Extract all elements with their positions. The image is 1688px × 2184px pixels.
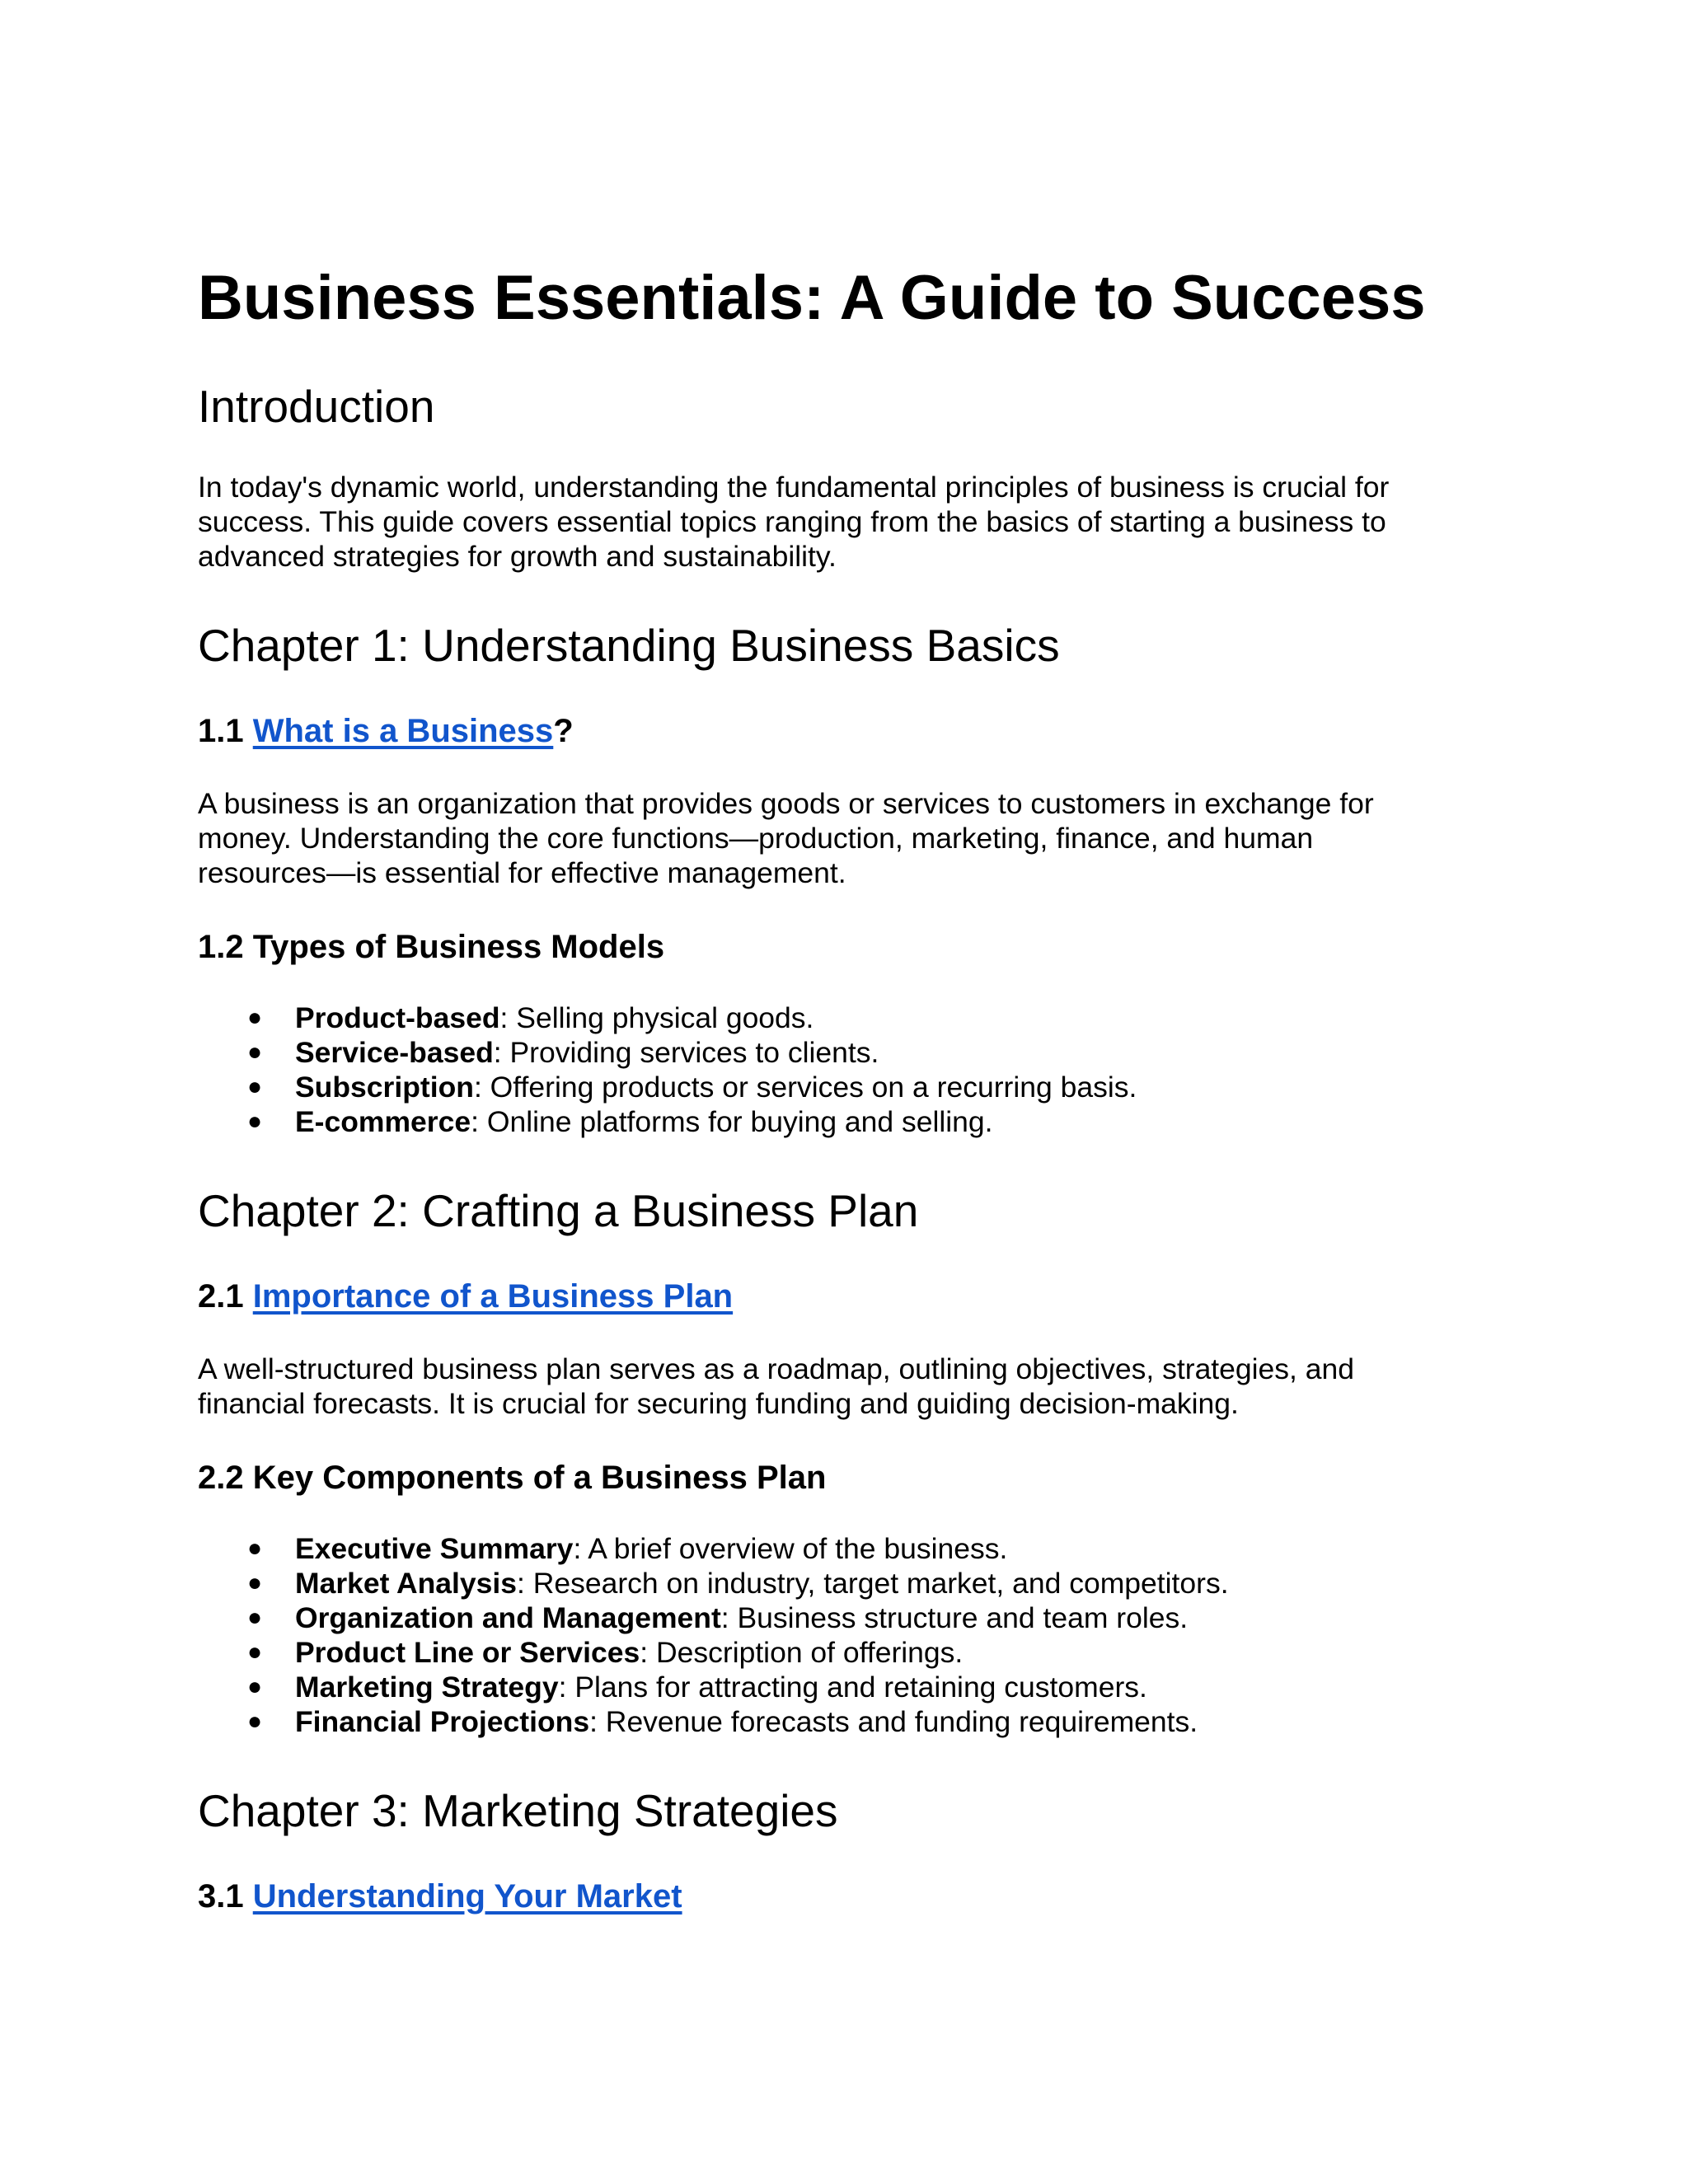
bullet-icon: ● [247, 1073, 263, 1100]
what-is-a-business-link[interactable]: What is a Business [252, 713, 554, 749]
intro-line-1: In today's dynamic world, understanding the fundamental principles of business is crucial for [198, 471, 1390, 504]
list-item: ● Market Analysis: Research on industry, target market, and competitors. [247, 1567, 1229, 1600]
section-1-1-suffix: ? [553, 713, 574, 749]
list-item: ● Product Line or Services: Description of offerings. [247, 1636, 964, 1669]
section-1-1-paragraph [198, 786, 1492, 890]
section-3-1-number: 3.1 [198, 1878, 244, 1915]
bullet-icon: ● [247, 1108, 263, 1135]
list-item: ● Organization and Management: Business structure and team roles. [247, 1601, 1189, 1634]
list-item: ● Marketing Strategy: Plans for attracting and retaining customers. [247, 1671, 1147, 1704]
intro-heading: Introduction [198, 381, 435, 432]
s21-line-2: financial forecasts. It is crucial for securing funding and guiding decision-making. [198, 1387, 1239, 1420]
bullet-icon: ● [247, 1708, 263, 1735]
section-1-2-heading: 1.2 Types of Business Models [198, 929, 665, 965]
bullet-icon: ● [247, 1004, 263, 1031]
s11-line-2: money. Understanding the core functions—production, marketing, finance, and human [198, 822, 1314, 855]
list-item: ● Product-based: Selling physical goods. [247, 1001, 814, 1034]
section-2-2-heading: 2.2 Key Components of a Business Plan [198, 1460, 827, 1496]
list-item: ● E-commerce: Online platforms for buying and selling. [247, 1105, 993, 1138]
list-item: ● Subscription: Offering products or services on a recurring basis. [247, 1071, 1137, 1104]
document-title: Business Essentials: A Guide to Success [198, 263, 1426, 333]
s21-line-1: A well-structured business plan serves as a roadmap, outlining objectives, strategies, and [198, 1352, 1354, 1385]
list-item: ● Service-based: Providing services to clients. [247, 1036, 879, 1069]
plan-components-list [198, 1531, 1492, 1739]
s11-line-3: resources—is essential for effective management. [198, 856, 846, 889]
chapter-3-heading: Chapter 3: Marketing Strategies [198, 1785, 838, 1836]
intro-paragraph [198, 470, 1492, 574]
bullet-icon: ● [247, 1569, 263, 1596]
intro-line-2: success. This guide covers essential topics ranging from the basics of starting a business to [198, 505, 1386, 538]
list-item: ● Executive Summary: A brief overview of the business. [247, 1532, 1008, 1565]
section-2-1-heading [198, 1277, 733, 1315]
bullet-icon: ● [247, 1638, 263, 1666]
chapter-2-heading: Chapter 2: Crafting a Business Plan [198, 1185, 919, 1236]
business-models-list [198, 1001, 1492, 1139]
importance-of-business-plan-link[interactable]: Importance of a Business Plan [252, 1278, 734, 1315]
section-3-1-heading [198, 1877, 682, 1915]
intro-line-3: advanced strategies for growth and sustainability. [198, 540, 837, 573]
section-1-1-number: 1.1 [198, 713, 244, 749]
section-1-1-heading [198, 712, 574, 750]
chapter-1-heading: Chapter 1: Understanding Business Basics [198, 620, 1060, 671]
bullet-icon: ● [247, 1673, 263, 1700]
section-2-1-paragraph [198, 1352, 1492, 1421]
list-item: ● Financial Projections: Revenue forecasts and funding requirements. [247, 1705, 1198, 1738]
understanding-your-market-link[interactable]: Understanding Your Market [252, 1878, 682, 1915]
bullet-icon: ● [247, 1038, 263, 1066]
s11-line-1: A business is an organization that provides goods or services to customers in exchange for [198, 787, 1374, 820]
section-2-1-number: 2.1 [198, 1278, 244, 1315]
bullet-icon: ● [247, 1535, 263, 1562]
bullet-icon: ● [247, 1604, 263, 1631]
